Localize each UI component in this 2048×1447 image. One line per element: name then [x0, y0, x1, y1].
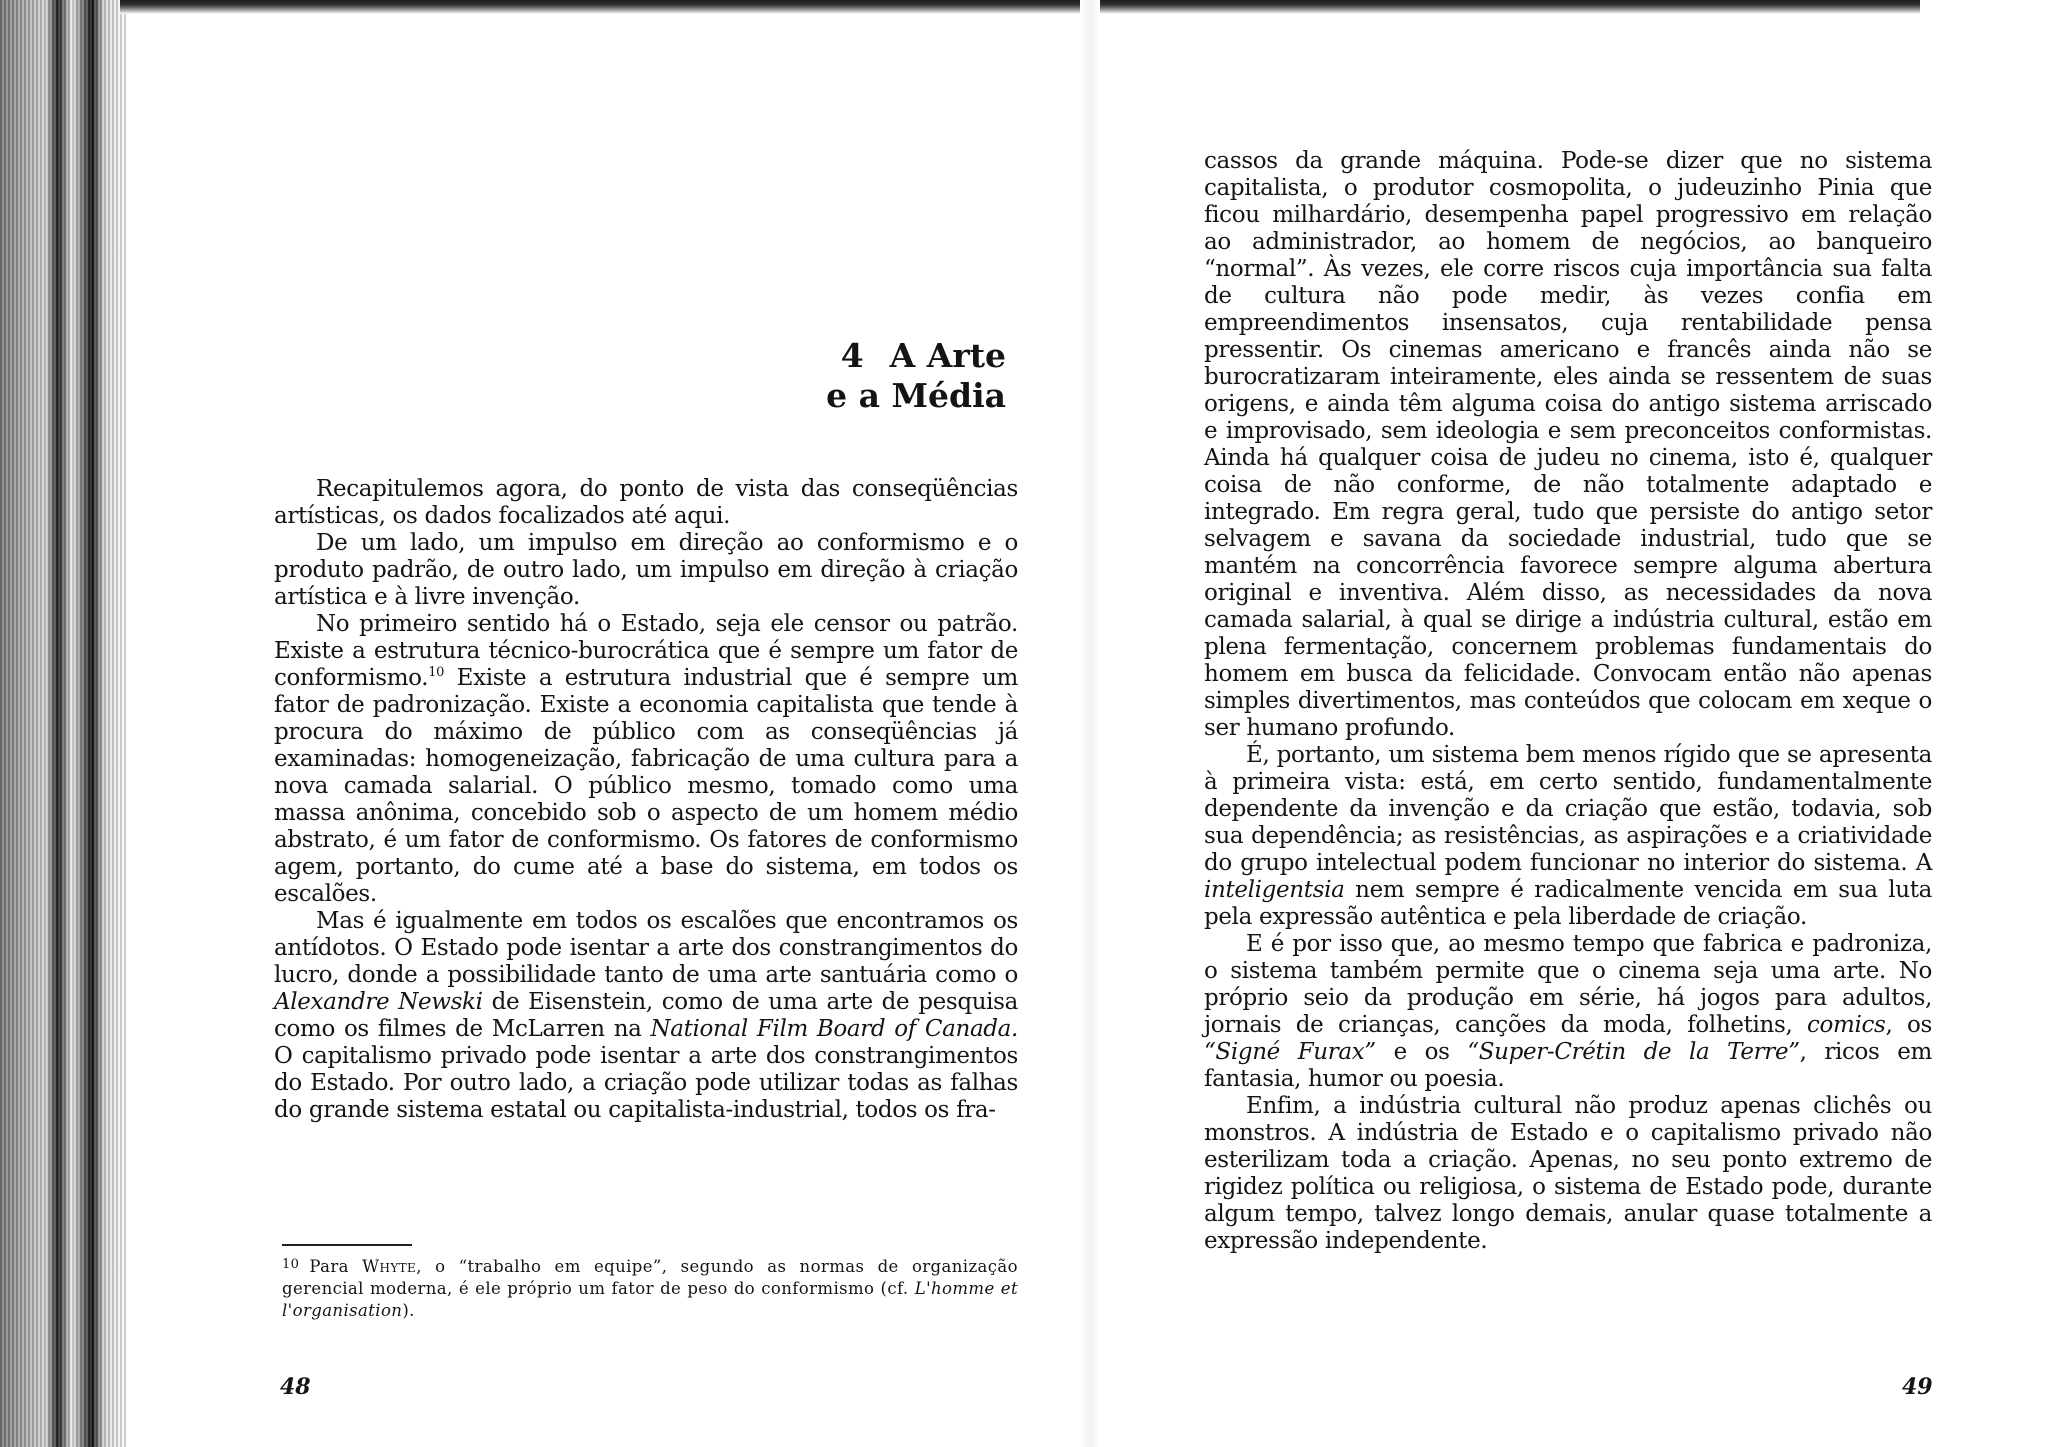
- footnote: [282, 1254, 1018, 1322]
- footnote-text: ).: [402, 1301, 415, 1320]
- text-run: No primeiro sentido há o Estado, seja ele censor ou patrão. Existe a estrutura técnico-burocrática que é sempre um fator de conformismo.: [274, 611, 1018, 691]
- text-run: Existe a estrutura industrial que é sempre um fator de padronização. Existe a economia capitalista que tende à procura do máximo de público com as conseqüências já examinadas: homogeneização, fabricação de uma cultura para a nova camada salarial. O público mesmo, tomado como uma massa anônima, concebido sob o aspecto de um homem médio abstrato, é um fator de conformismo. Os fatores de conformismo agem, portanto, do cume até a base do sistema, em todos os escalões.: [274, 665, 1018, 907]
- italic-term: inteligentsia: [1204, 877, 1345, 903]
- paragraph: [1204, 742, 1932, 931]
- paragraph: Recapitulemos agora, do ponto de vista das conseqüências artísticas, os dados focalizados até aqui.: [274, 476, 1018, 529]
- footnote-author: Whyte: [362, 1257, 417, 1276]
- paragraph: [274, 611, 1018, 908]
- chapter-number: 4: [840, 336, 864, 375]
- text-run: de Eisenstein, como de uma arte de pesquisa como os filmes de McLarren na: [274, 989, 1018, 1042]
- right-page: [1100, 0, 2048, 1447]
- footnote-divider: [282, 1244, 412, 1246]
- scanner-edge-shadow: [0, 0, 128, 1447]
- chapter-heading: [628, 336, 1006, 416]
- text-run: , ricos em fantasia, humor ou poesia.: [1204, 1039, 1932, 1092]
- italic-title: Alexandre Newski: [274, 989, 483, 1015]
- text-run: e os: [1375, 1039, 1468, 1065]
- chapter-heading-line-1: [628, 336, 1006, 376]
- paragraph: De um lado, um impulso em direção ao conformismo e o produto padrão, de outro lado, um impulso em direção à criação artística e à livre invenção.: [274, 530, 1018, 610]
- paragraph: cassos da grande máquina. Pode-se dizer que no sistema capitalista, o produtor cosmopolita, o judeuzinho Pinia que ficou milhardário, desempenha papel progressivo em relação ao administrador, ao homem de negócios, ao banqueiro “normal”. Às vezes, ele corre riscos cuja importância sua falta de cultura não pode medir, às vezes confia em empreendimentos insensatos, cuja rentabilidade pensa pressentir. Os cinemas americano e francês ainda não se burocratizaram inteiramente, eles ainda se ressentem de suas origens, e ainda têm alguma coisa do antigo sistema arriscado e improvisado, sem ideologia e sem preconceitos conformistas. Ainda há qualquer coisa de judeu no cinema, isto é, qualquer coisa de não conforme, de não totalmente adaptado e integrado. Em regra geral, tudo que persiste do antigo setor selvagem e savana da sociedade industrial, tudo que se mantém na concorrência favorece sempre alguma abertura original e inventiva. Além disso, as necessidades da nova camada salarial, à qual se dirige a indústria cultural, estão em plena fermentação, concernem problemas fundamentais do homem em busca da felicidade. Convocam então não apenas simples divertimentos, mas conteúdos que colocam em xeque o ser humano profundo.: [1204, 148, 1932, 741]
- left-page-body: [274, 476, 1018, 1124]
- paragraph: [1204, 931, 1932, 1093]
- footnote-number: 10: [282, 1257, 300, 1272]
- footnote-cited-title: L'homme et l'organisation: [282, 1279, 1018, 1320]
- paragraph: [274, 908, 1018, 1124]
- chapter-title-line-1: A Arte: [889, 336, 1006, 375]
- italic-term: comics: [1807, 1012, 1886, 1038]
- chapter-title-line-2: e a Média: [826, 376, 1006, 415]
- paragraph: Enfim, a indústria cultural não produz apenas clichês ou monstros. A indústria de Estado e o capitalismo privado não esterilizam toda a criação. Apenas, no seu ponto extremo de rigidez política ou religiosa, o sistema de Estado pode, durante algum tempo, talvez longo demais, anular quase totalmente a expressão independente.: [1204, 1093, 1932, 1254]
- italic-title: “Signé Furax”: [1204, 1039, 1376, 1065]
- text-run: Mas é igualmente em todos os escalões que encontramos os antídotos. O Estado pode isentar a arte dos constrangimentos do lucro, donde a possibilidade tanto de uma arte santuária como o: [274, 908, 1018, 988]
- right-page-body: [1204, 148, 1932, 1255]
- book-gutter: [1080, 0, 1100, 1447]
- page-number: 48: [280, 1374, 311, 1400]
- footnote-marker: 10: [428, 665, 445, 680]
- text-run: E é por isso que, ao mesmo tempo que fabrica e padroniza, o sistema também permite que o cinema seja uma arte. No próprio seio da produção em série, há jogos para adultos, jornais de crianças, canções da moda, folhetins,: [1204, 931, 1932, 1038]
- text-run: nem sempre é radicalmente vencida em sua luta pela expressão autêntica e pela liberdade de criação.: [1204, 877, 1932, 930]
- left-page: [128, 0, 1080, 1447]
- page-number: 49: [1902, 1374, 1933, 1400]
- text-run: , os: [1885, 1012, 1932, 1038]
- text-run: É, portanto, um sistema bem menos rígido que se apresenta à primeira vista: está, em certo sentido, fundamentalmente dependente da invenção e da criação que estão, todavia, sob sua dependência; as resistências, as aspirações e a criatividade do grupo intelectual podem funcionar no interior do sistema. A: [1204, 742, 1932, 876]
- italic-title: “Super-Crétin de la Terre”: [1467, 1039, 1800, 1065]
- footnote-text: Para: [309, 1257, 363, 1276]
- italic-title: National Film Board of Canada.: [650, 1016, 1019, 1042]
- footnote-text: , o “trabalho em equipe”, segundo as normas de organização gerencial moderna, é ele próprio um fator de peso do conformismo (cf.: [282, 1257, 1019, 1298]
- text-run: O capitalismo privado pode isentar a arte dos constrangimentos do Estado. Por outro lado, a criação pode utilizar todas as falhas do grande sistema estatal ou capitalista-industrial, todos os fra-: [274, 1043, 1018, 1123]
